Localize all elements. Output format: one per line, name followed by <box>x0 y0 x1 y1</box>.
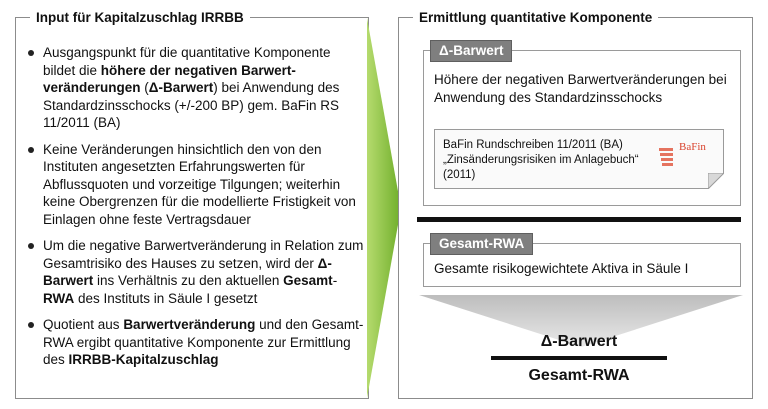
delta-barwert-title: Δ-Barwert <box>430 40 512 62</box>
bullet-text: Ausgangspunkt für die quantitative Komponente bildet die <box>43 45 331 78</box>
calculation-panel-title: Ermittlung quantitative Komponente <box>413 9 658 27</box>
bullet-text: Quotient aus <box>43 317 124 332</box>
input-bullet-list <box>26 44 364 378</box>
formula-numerator: Δ-Barwert <box>540 333 618 350</box>
bullet-icon <box>28 243 34 249</box>
gesamt-rwa-title: Gesamt-RWA <box>430 233 533 255</box>
bullet-item <box>26 316 364 369</box>
bullet-text: des Instituts in Säule I gesetzt <box>74 290 258 306</box>
calculation-panel <box>398 10 753 399</box>
bullet-text: ( <box>140 80 149 95</box>
formula-denominator: Gesamt-RWA <box>528 367 630 384</box>
bullet-text-bold: IRRBB-Kapitalzuschlag <box>68 352 219 367</box>
bullet-text-bold: Gesamt <box>283 273 333 288</box>
formula-fraction-line <box>491 356 667 360</box>
bullet-text-bold: Δ-Barwert <box>148 80 214 95</box>
bullet-item <box>26 141 364 229</box>
delta-barwert-box <box>423 43 741 206</box>
bullet-text-bold: höhere der negativen Barwert-veränderungen <box>43 62 296 95</box>
bullet-item <box>26 44 364 132</box>
bullet-text: ins Verhältnis zu den aktuellen <box>93 273 284 288</box>
bafin-circular-line2: „Zinsänderungsrisiken im Anlagebuch“ (2011) <box>443 154 639 181</box>
input-panel <box>15 10 369 399</box>
page-fold-icon <box>708 173 724 189</box>
bullet-text: ) bei Anwendung des Standardzinsschocks (+/-200 BP) gem. BaFin RS 11/2011 (BA) <box>43 80 340 130</box>
gesamt-rwa-description: Gesamte risikogewichtete Aktiva in Säule I <box>434 261 689 276</box>
bullet-icon <box>28 50 34 56</box>
green-arrow-icon <box>366 18 402 398</box>
bafin-circular-line1: BaFin Rundschreiben 11/2011 (BA) <box>443 139 623 151</box>
delta-barwert-description: Höhere der negativen Barwertveränderungen bei Anwendung des Standardzinsschocks <box>434 72 727 105</box>
bafin-circular-card <box>434 129 724 189</box>
bullet-icon <box>28 147 34 153</box>
bullet-icon <box>28 322 34 328</box>
bullet-text: Um die negative Barwertveränderung in Relation zum Gesamtrisiko des Hauses zu setzen, wird der <box>43 238 364 271</box>
bullet-text-bold: RWA <box>43 290 75 306</box>
gesamt-rwa-box <box>423 236 741 287</box>
bullet-text: Keine Veränderungen hinsichtlich den von den Instituten angesetzten Erfahrungswerten für Abflussquoten und vorzeitige Tilgungen; weiterhin keine Obergrenzen für die modellierte Fristigkeit von Einlagen ohne feste Vertragsdauer <box>43 141 356 227</box>
input-panel-title: Input für Kapitalzuschlag IRRBB <box>30 9 250 27</box>
bafin-circular-text <box>443 138 653 183</box>
section-separator <box>417 217 741 222</box>
bullet-text-bold: Barwertveränderung <box>123 317 256 332</box>
bafin-logo-text: BaFin <box>679 141 706 153</box>
bullet-text: - <box>332 273 338 288</box>
bullet-item <box>26 237 364 307</box>
bullet-text-bold: Δ-Barwert <box>43 255 332 288</box>
bafin-logo-icon <box>657 138 711 168</box>
bullet-text: und den Gesamt-RWA ergibt quantitative Komponente zur Ermittlung des <box>43 317 364 367</box>
